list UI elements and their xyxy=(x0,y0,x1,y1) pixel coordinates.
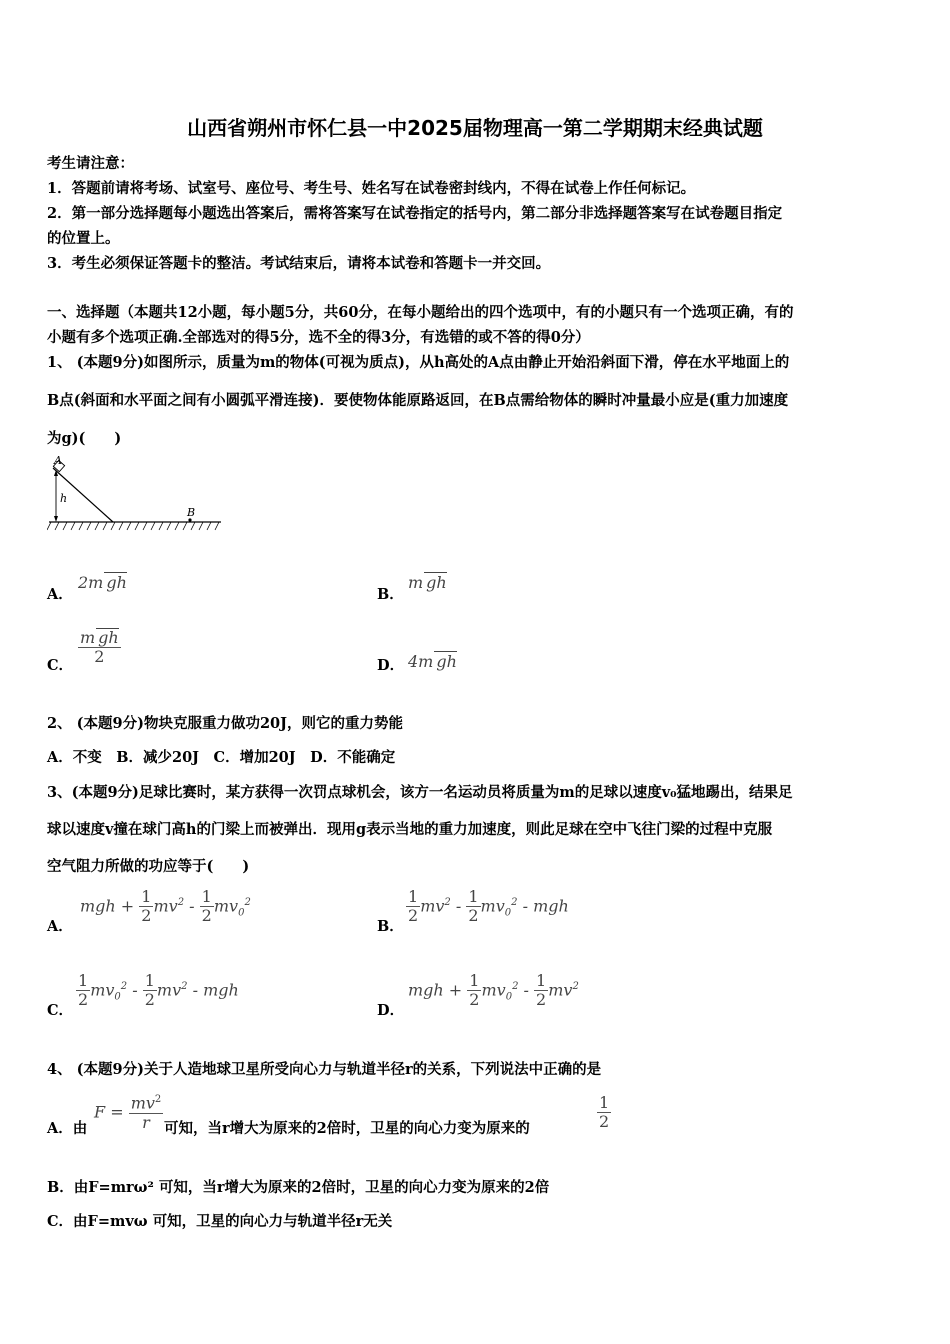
notice-item: 2．第一部分选择题每小题选出答案后，需将答案写在试卷指定的括号内，第二部分非选择题答案写在试卷题目指定 xyxy=(47,205,783,222)
q1-option-a-formula: 2m gh xyxy=(78,573,127,592)
notice-item: 的位置上。 xyxy=(47,230,120,247)
q1-option-b-label: B． xyxy=(377,586,404,603)
q3-option-c-formula: $\frac{1}{2}$ $mv_0^2$ - $\frac{1}{2}$ $mv^2$ - mgh xyxy=(78,971,239,1010)
point-b-label: B xyxy=(187,506,196,519)
question-1-stem-end: 为g)( ) xyxy=(47,430,122,447)
point-a-label: A xyxy=(54,454,62,467)
question-3-stem-end: 空气阻力所做的功应等于( ) xyxy=(47,858,250,875)
q4-option-a-fraction: $\frac{1}{2}$ xyxy=(599,1093,610,1132)
q3-option-c-label: C． xyxy=(47,1002,74,1019)
q1-option-a-label: A． xyxy=(47,586,73,603)
height-label: h xyxy=(60,492,68,505)
question-3-stem-cont: 球以速度v撞在球门高h的门梁上而被弹出．现用g表示当地的重力加速度，则此足球在空中飞往门梁的过程中克服 xyxy=(47,821,773,838)
question-1-stem: 1、 (本题9分)如图所示，质量为m的物体(可视为质点)，从h高处的A点由静止开始沿斜面下滑，停在水平地面上的 xyxy=(47,354,790,371)
q3-option-a-label: A． xyxy=(47,918,73,935)
question-2-stem: 2、 (本题9分)物块克服重力做功20J，则它的重力势能 xyxy=(47,715,403,732)
q1-option-c-label: C． xyxy=(47,657,74,674)
q1-option-c-formula: $\frac{\text{m gh}}{2}$ xyxy=(80,628,119,667)
notice-item: 1．答题前请将考场、试室号、座位号、考生号、姓名写在试卷密封线内，不得在试卷上作任何标记。 xyxy=(47,180,696,197)
q4-option-a-formula: F = $\frac{mv^2}{r}$ xyxy=(94,1093,162,1132)
notice-heading: 考生请注意： xyxy=(47,155,134,172)
q4-option-b: B．由F=mrω² 可知，当r增大为原来的2倍时，卫星的向心力变为原来的2倍 xyxy=(47,1179,550,1196)
question-2-options: A．不变 B．减少20J C．增加20J D．不能确定 xyxy=(47,749,396,766)
section-heading: 一、选择题（本题共12小题，每小题5分，共60分，在每小题给出的四个选项中，有的小题只有一个选项正确，有的 xyxy=(47,304,794,321)
q1-option-d-label: D． xyxy=(377,657,405,674)
q1-option-b-formula: m gh xyxy=(408,573,447,592)
q4-option-a-text: 可知，当r增大为原来的2倍时，卫星的向心力变为原来的 xyxy=(164,1120,530,1137)
page-title: 山西省朔州市怀仁县一中2025届物理高一第二学期期末经典试题 xyxy=(187,116,763,140)
notice-item: 3．考生必须保证答题卡的整洁。考试结束后，请将本试卷和答题卡一并交回。 xyxy=(47,255,551,272)
incline-figure xyxy=(47,452,227,534)
section-heading-cont: 小题有多个选项正确.全部选对的得5分，选不全的得3分，有选错的或不答的得0分） xyxy=(47,329,590,346)
q4-option-a-prefix: A．由 xyxy=(47,1120,88,1137)
q4-option-c: C．由F=mvω 可知，卫星的向心力与轨道半径r无关 xyxy=(47,1213,393,1230)
question-4-stem: 4、 (本题9分)关于人造地球卫星所受向心力与轨道半径r的关系，下列说法中正确的是 xyxy=(47,1061,602,1078)
question-3-stem: 3、(本题9分)足球比赛时，某方获得一次罚点球机会，该方一名运动员将质量为m的足球以速度v₀猛地踢出，结果足 xyxy=(47,784,793,801)
question-1-stem-cont: B点(斜面和水平面之间有小圆弧平滑连接)．要使物体能原路返回，在B点需给物体的瞬时冲量最小应是(重力加速度 xyxy=(47,392,789,409)
q1-option-d-formula: 4m gh xyxy=(408,652,457,671)
q3-option-d-formula: mgh + $\frac{1}{2}$ $mv_0^2$ - $\frac{1}{2}$ $mv^2$ xyxy=(408,971,579,1010)
q3-option-b-label: B． xyxy=(377,918,404,935)
q3-option-a-formula: mgh + $\frac{1}{2}$ $mv^2$ - $\frac{1}{2}$ $mv_0^2$ xyxy=(80,887,251,926)
q3-option-d-label: D． xyxy=(377,1002,405,1019)
q3-option-b-formula: $\frac{1}{2}$ $mv^2$ - $\frac{1}{2}$ $mv_0^2$ - mgh xyxy=(408,887,569,926)
